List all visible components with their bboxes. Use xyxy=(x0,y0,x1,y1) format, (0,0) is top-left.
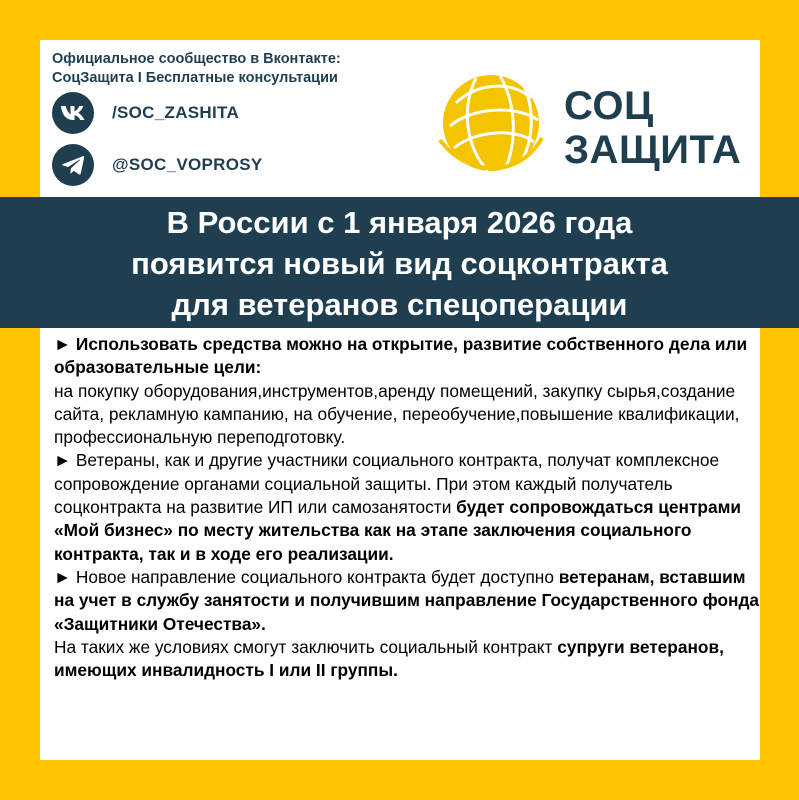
paragraph-support xyxy=(54,449,766,565)
support-emphasis: будет сопровождаться центрами «Мой бизнес» по месту жительства как на этапе заключения социального контракта, так и в ходе его реализации. xyxy=(54,497,741,564)
article-body xyxy=(54,333,766,682)
globe-icon xyxy=(436,68,546,178)
telegram-handle: @SOC_VOPROSY xyxy=(112,155,263,174)
usage-details: на покупку оборудования,инструментов,аренду помещений, закупку сырья,создание сайта, рекламную кампанию, на обучение, переобучение,повышение квалификации, профессиональную переподготовку. xyxy=(54,380,740,448)
paragraph-usage xyxy=(54,333,766,449)
community-line-2: СоцЗащита I Бесплатные консультации xyxy=(52,70,338,86)
eligibility-emphasis: ветеранам, вставшим на учет в службу занятости и получившим направление Государственного фонда «Защитники Отечества». xyxy=(54,566,760,634)
headline-line-2: появится новый вид соцконтракта xyxy=(131,246,668,281)
community-line-1: Официальное сообщество в Вконтакте: xyxy=(52,51,341,67)
paragraph-eligibility xyxy=(54,566,766,636)
paragraph-spouses xyxy=(54,636,766,683)
logo-line-2: ЗАЩИТА xyxy=(564,128,742,172)
vk-icon xyxy=(52,92,94,134)
headline-banner xyxy=(0,197,799,328)
soczashita-logo xyxy=(436,68,742,180)
headline-line-1: В России с 1 января 2026 года xyxy=(166,205,633,240)
headline-line-3: для ветеранов спецоперации xyxy=(171,287,628,322)
header xyxy=(40,40,760,200)
vk-link[interactable] xyxy=(52,92,239,134)
eligibility-text: ► Новое направление социального контракта будет доступно xyxy=(54,566,559,587)
logo-wordmark xyxy=(564,84,741,172)
spouses-emphasis: супруги ветеранов, имеющих инвалидность I или II группы. xyxy=(54,636,724,681)
community-info xyxy=(52,50,432,88)
vk-handle: /SOC_ZASHITA xyxy=(112,103,240,122)
usage-lead: ► Использовать средства можно на открытие, развитие собственного дела или образовательные цели: xyxy=(54,334,748,378)
logo-line-1: СОЦ xyxy=(564,84,654,128)
telegram-link[interactable] xyxy=(52,144,263,186)
support-text: ► Ветераны, как и другие участники социального контракта, получат комплексное сопровождение органами социальной защиты. При этом каждый получатель соцконтракта на развитие ИП или самозанятости xyxy=(54,450,720,518)
telegram-icon xyxy=(52,144,94,186)
spouses-text: На таких же условиях смогут заключить социальный контракт xyxy=(54,636,558,657)
